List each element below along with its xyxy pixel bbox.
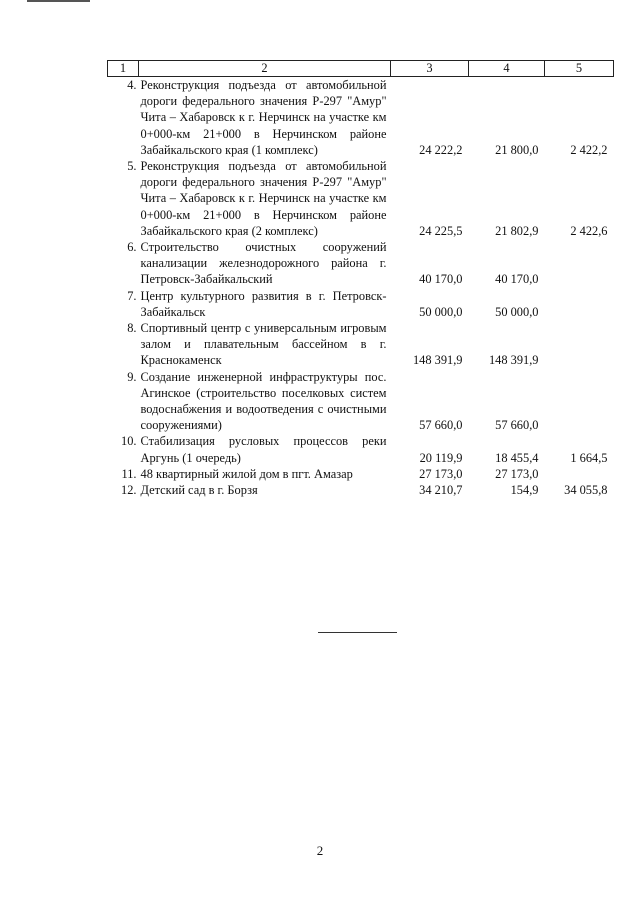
table-row [108,77,614,159]
table-row [108,482,614,498]
col4-value: 27 173,0 [495,466,539,481]
project-name: Центр культурного развития в г. Петровск-Забайкальск [140,288,387,319]
row-number: 5. [127,159,137,174]
row-number: 7. [127,288,137,303]
header-col-5: 5 [545,61,614,77]
col5-value: 2 422,6 [570,223,608,238]
row-number: 11. [121,466,137,481]
project-name: Детский сад в г. Борзя [140,483,258,498]
project-name: Создание инженерной инфраструктуры пос. Агинское (строительство поселковых систем водоснабжения и водоотведения с очистными сооружениями) [140,369,387,433]
table-body [108,77,614,499]
top-rule [27,0,90,2]
page-number: 2 [316,843,324,858]
project-name: Реконструкция подъезда от автомобильной дороги федерального значения Р-297 "Амур" Чита – Хабаровск к г. Нерчинск на участке км 0+000-км 21+000 в Нерчинском районе Забайкальского края (2 комплекс) [140,159,387,238]
table-row [108,433,614,465]
project-name: Спортивный центр с универсальным игровым залом и плавательным бассейном в г. Краснокаменск [140,321,387,368]
row-number: 4. [127,78,137,92]
end-rule [318,632,397,633]
row-number: 8. [127,321,137,336]
total-value: 24 225,5 [419,223,463,238]
header-col-2: 2 [139,61,391,77]
col5-value: 1 664,5 [570,450,608,465]
table-row [108,158,614,239]
header-col-3: 3 [391,61,469,77]
row-number: 9. [127,369,137,384]
table-row [108,239,614,288]
col5-value: 2 422,2 [570,142,608,157]
header-col-4: 4 [469,61,545,77]
total-value: 20 119,9 [419,450,463,465]
row-number: 10. [121,434,137,449]
col5-value: 34 055,8 [564,483,608,498]
project-name: Реконструкция подъезда от автомобильной дороги федерального значения Р-297 "Амур" Чита – Хабаровск к г. Нерчинск на участке км 0+000-км 21+000 в Нерчинском районе Забайкальского края (1 комплекс) [140,78,387,157]
col4-value: 57 660,0 [495,418,539,433]
budget-table [107,60,614,498]
total-value: 50 000,0 [419,304,463,319]
table-header [108,61,614,77]
col5-value [545,239,614,288]
col4-value: 154,9 [510,483,539,498]
col5-value [545,466,614,482]
total-value: 57 660,0 [419,418,463,433]
project-name: Стабилизация русловых процессов реки Аргунь (1 очередь) [140,434,387,465]
col5-value [545,288,614,320]
col4-value: 21 800,0 [495,142,539,157]
table-row [108,288,614,320]
project-name: 48 квартирный жилой дом в пгт. Амазар [140,466,353,481]
col5-value [545,320,614,369]
total-value: 40 170,0 [419,272,463,287]
table-row [108,466,614,482]
project-name: Строительство очистных сооружений канализации железнодорожного района г. Петровск-Забайкальский [140,240,387,287]
total-value: 34 210,7 [419,483,463,498]
row-number: 12. [121,483,137,498]
col4-value: 50 000,0 [495,304,539,319]
col4-value: 18 455,4 [495,450,539,465]
table-row [108,320,614,369]
total-value: 27 173,0 [419,466,463,481]
header-col-1: 1 [108,61,139,77]
header-row [108,61,614,77]
row-number: 6. [127,240,137,255]
col4-value: 21 802,9 [495,223,539,238]
col4-value: 148 391,9 [488,353,539,368]
col4-value: 40 170,0 [495,272,539,287]
table-row [108,369,614,434]
col5-value [545,369,614,434]
total-value: 148 391,9 [412,353,463,368]
total-value: 24 222,2 [419,142,463,157]
